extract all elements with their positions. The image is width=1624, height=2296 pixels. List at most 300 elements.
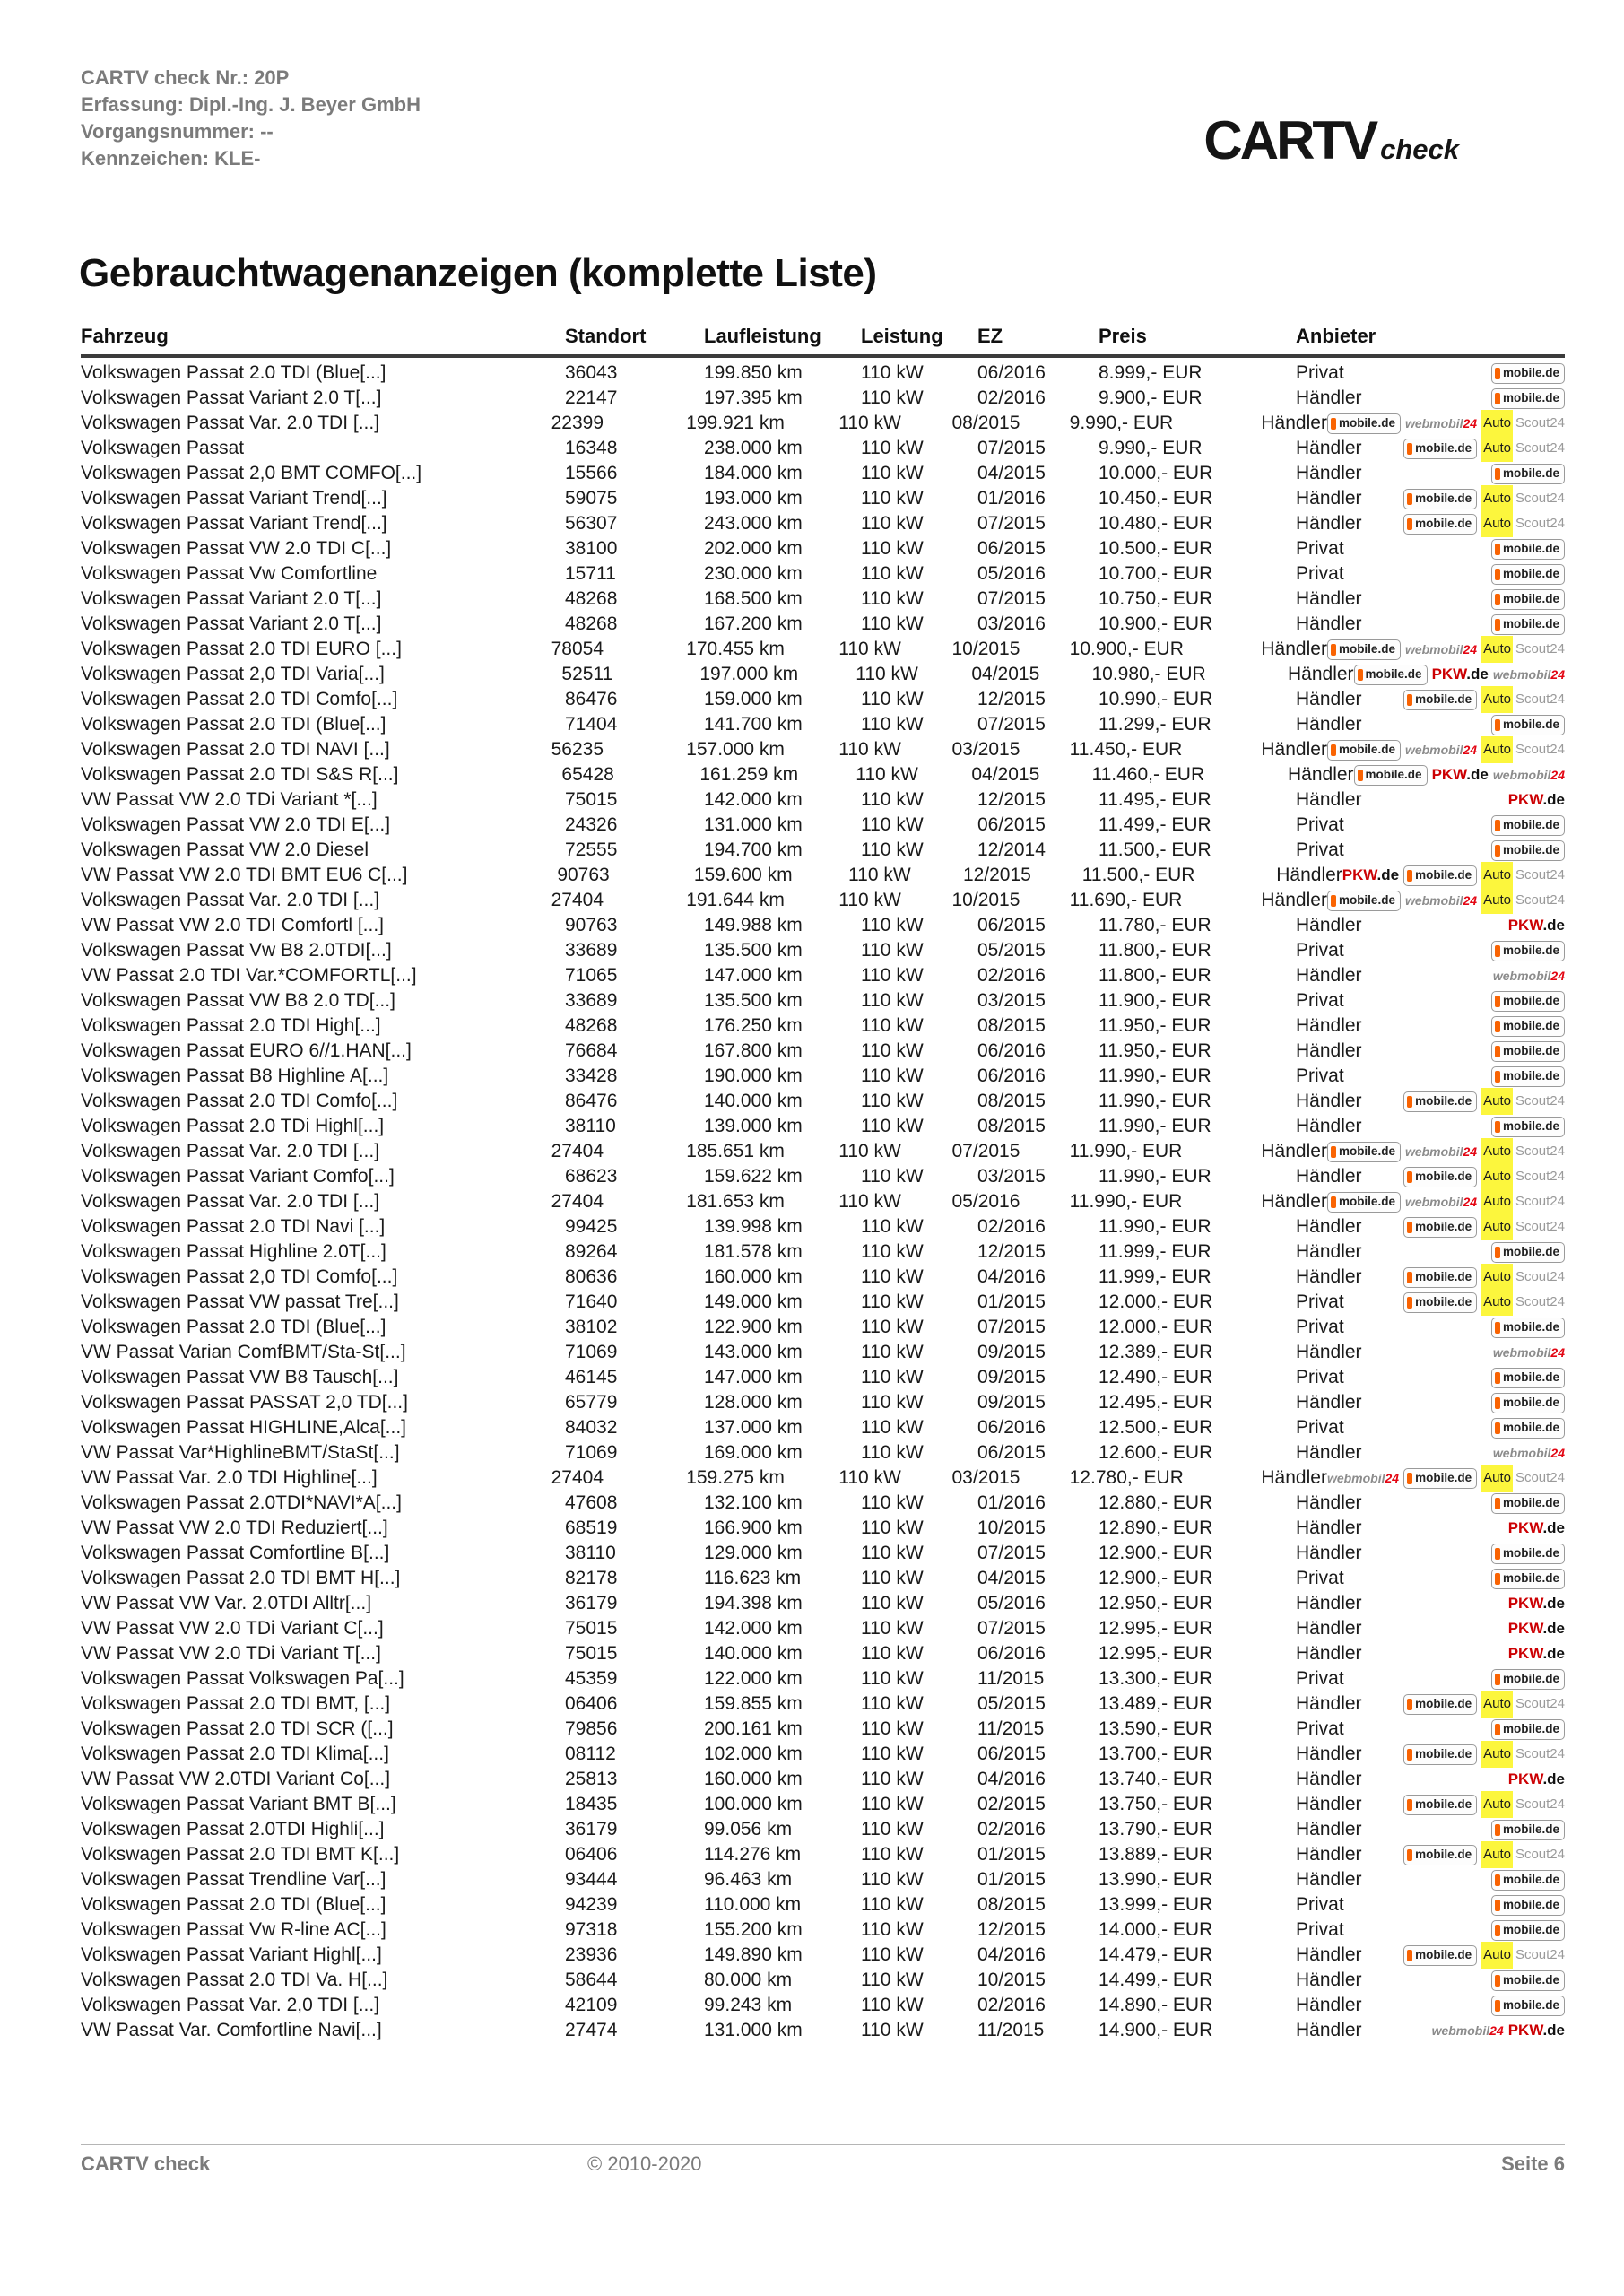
cell-anbieter: [1296, 1742, 1565, 1767]
cell-ez: 11/2015: [977, 1668, 1045, 1689]
portal-logos: [1327, 887, 1565, 914]
anbieter-type-label: Händler: [1296, 2020, 1362, 2040]
anbieter-type-label: Privat: [1296, 814, 1344, 835]
webmobil24-24-label: 24: [1463, 642, 1478, 657]
mobile-de-bracket-icon: [1495, 1071, 1500, 1083]
mobile-de-logo-label: mobile.de: [1502, 994, 1559, 1007]
anbieter-type-label: Händler: [1261, 1467, 1327, 1488]
portal-logos: [1362, 1163, 1565, 1190]
table-row: [81, 1717, 1565, 1742]
cell-ez: 07/2015: [977, 714, 1046, 735]
cell-ez: 02/2015: [977, 1794, 1046, 1814]
cell-anbieter: [1296, 1566, 1565, 1591]
cell-leistung: 110 kW: [861, 1769, 924, 1789]
webmobil24-24-label: 24: [1463, 416, 1478, 430]
cell-laufleistung: 135.500 km: [704, 940, 803, 961]
autoscout24-logo: [1481, 1841, 1565, 1868]
mobile-de-logo-label: mobile.de: [1502, 1044, 1559, 1057]
mobile-de-logo-label: mobile.de: [1338, 1195, 1395, 1208]
cell-ez: 06/2016: [977, 362, 1046, 383]
cell-ez: 10/2015: [951, 639, 1020, 659]
mobile-de-logo: [1403, 1945, 1477, 1966]
anbieter-type-label: Händler: [1276, 865, 1342, 885]
table-row: [81, 1465, 1565, 1491]
anbieter-type-label: Privat: [1296, 1568, 1344, 1588]
mobile-de-logo-label: mobile.de: [1415, 1697, 1472, 1710]
mobile-de-bracket-icon: [1495, 1824, 1500, 1836]
portal-logos: [1362, 1791, 1565, 1818]
cell-leistung: 110 kW: [861, 1618, 924, 1639]
cell-standort: 65428: [561, 764, 614, 785]
cell-fahrzeug: Volkswagen Passat B8 Highline A[...]: [81, 1065, 389, 1086]
mobile-de-bracket-icon: [1495, 1247, 1500, 1258]
webmobil24-24-label: 24: [1550, 969, 1565, 983]
cell-fahrzeug: Volkswagen Passat Variant Highl[...]: [81, 1944, 382, 1965]
cell-ez: 04/2015: [977, 1568, 1046, 1588]
cell-anbieter: [1296, 813, 1565, 838]
anbieter-type-label: Händler: [1296, 513, 1362, 534]
cell-fahrzeug: Volkswagen Passat: [81, 438, 245, 458]
cell-fahrzeug: Volkswagen Passat 2.0 TDI Klima[...]: [81, 1744, 389, 1764]
autoscout24-scout-label: Scout24: [1515, 691, 1565, 707]
mobile-de-logo-label: mobile.de: [1502, 1873, 1559, 1886]
mobile-de-logo: [1327, 1192, 1401, 1213]
mobile-de-logo: [1491, 840, 1565, 861]
cell-laufleistung: 147.000 km: [704, 1367, 803, 1387]
anbieter-type-label: Händler: [1296, 1442, 1362, 1463]
mobile-de-logo-label: mobile.de: [1502, 1571, 1559, 1585]
autoscout24-logo: [1481, 1289, 1565, 1316]
mobile-de-logo: [1491, 1996, 1565, 2016]
anbieter-type-label: Händler: [1296, 1869, 1362, 1890]
cell-anbieter: [1296, 1265, 1565, 1290]
webmobil24-logo: [1327, 1465, 1399, 1491]
anbieter-type-label: Händler: [1296, 1844, 1362, 1865]
table-row: [81, 1993, 1565, 2018]
cell-standort: 38102: [565, 1317, 618, 1337]
cell-anbieter: [1296, 1692, 1565, 1717]
cell-ez: 09/2015: [977, 1392, 1046, 1413]
cell-standort: 18435: [565, 1794, 618, 1814]
cell-preis: 10.750,- EUR: [1099, 588, 1213, 609]
autoscout24-scout-label: Scout24: [1515, 440, 1565, 456]
webmobil24-logo: [1493, 963, 1565, 988]
cell-laufleistung: 142.000 km: [704, 789, 803, 810]
autoscout24-logo: [1481, 485, 1565, 512]
cell-preis: 11.990,- EUR: [1099, 1091, 1211, 1111]
cell-preis: 11.299,- EUR: [1099, 714, 1211, 735]
table-row: [81, 863, 1565, 888]
mobile-de-bracket-icon: [1495, 1021, 1500, 1032]
cell-ez: 06/2015: [977, 814, 1046, 835]
cell-preis: 13.300,- EUR: [1099, 1668, 1213, 1689]
cell-anbieter: [1296, 612, 1565, 637]
mobile-de-logo: [1491, 1393, 1565, 1413]
mobile-de-logo: [1491, 614, 1565, 635]
cell-preis: 13.740,- EUR: [1099, 1769, 1213, 1789]
cell-anbieter: [1261, 411, 1565, 436]
autoscout24-logo: [1481, 636, 1565, 663]
anbieter-type-label: Händler: [1296, 1819, 1362, 1839]
portal-logos: [1362, 913, 1565, 938]
cell-standort: 59075: [565, 488, 618, 509]
cell-leistung: 110 kW: [861, 1417, 924, 1438]
pkw-de-pkw-label: PKW: [1507, 1645, 1543, 1662]
anbieter-type-label: Händler: [1296, 1342, 1362, 1362]
cell-standort: 06406: [565, 1693, 618, 1714]
cell-standort: 79856: [565, 1718, 618, 1739]
webmobil24-logo: [1405, 1189, 1477, 1214]
cell-fahrzeug: Volkswagen Passat 2.0 TDI S&S R[...]: [81, 764, 399, 785]
mobile-de-logo-label: mobile.de: [1502, 1019, 1559, 1032]
autoscout24-logo: [1481, 1188, 1565, 1215]
cell-ez: 02/2016: [977, 965, 1046, 986]
cell-standort: 48268: [565, 1015, 618, 1036]
cell-laufleistung: 140.000 km: [704, 1091, 803, 1111]
cell-ez: 05/2015: [977, 940, 1046, 961]
table-row: [81, 888, 1565, 913]
cell-leistung: 110 kW: [861, 1492, 924, 1513]
mobile-de-logo: [1491, 1418, 1565, 1439]
cell-standort: 76684: [565, 1040, 618, 1061]
pkw-de-logo: [1508, 2018, 1565, 2043]
mobile-de-bracket-icon: [1407, 870, 1412, 882]
cell-ez: 07/2015: [977, 513, 1046, 534]
portal-logos: [1362, 1493, 1565, 1514]
webmobil24-24-label: 24: [1463, 1195, 1478, 1209]
table-row: [81, 1415, 1565, 1440]
cell-standort: 99425: [565, 1216, 618, 1237]
cell-laufleistung: 149.890 km: [704, 1944, 803, 1965]
cell-leistung: 110 kW: [861, 1317, 924, 1337]
mobile-de-bracket-icon: [1495, 1422, 1500, 1434]
cell-laufleistung: 131.000 km: [704, 814, 803, 835]
anbieter-type-label: Händler: [1296, 1995, 1362, 2015]
cell-anbieter: [1296, 1089, 1565, 1114]
portal-logos: [1362, 715, 1565, 735]
cell-leistung: 110 kW: [861, 1819, 924, 1839]
cell-preis: 14.499,- EUR: [1099, 1970, 1213, 1990]
cell-standort: 22147: [565, 387, 618, 408]
cell-leistung: 110 kW: [861, 1794, 924, 1814]
table-row: [81, 2018, 1565, 2043]
cell-ez: 06/2016: [977, 1040, 1046, 1061]
autoscout24-scout-label: Scout24: [1515, 1294, 1565, 1309]
cell-ez: 07/2015: [951, 1141, 1020, 1161]
mobile-de-logo-label: mobile.de: [1502, 466, 1559, 480]
cell-laufleistung: 100.000 km: [704, 1794, 803, 1814]
cell-preis: 12.780,- EUR: [1069, 1467, 1184, 1488]
table-row: [81, 938, 1565, 963]
cell-preis: 10.480,- EUR: [1099, 513, 1213, 534]
cell-laufleistung: 243.000 km: [704, 513, 803, 534]
cell-standort: 56235: [551, 739, 604, 760]
cartv-logo: [1203, 109, 1459, 171]
table-row: [81, 561, 1565, 587]
mobile-de-logo-label: mobile.de: [1502, 1396, 1559, 1409]
cell-anbieter: [1296, 838, 1565, 863]
mobile-de-logo: [1491, 1970, 1565, 1991]
cell-ez: 07/2015: [977, 1543, 1046, 1563]
table-row: [81, 612, 1565, 637]
cell-standort: 27404: [551, 1467, 604, 1488]
cell-fahrzeug: Volkswagen Passat VW B8 Tausch[...]: [81, 1367, 399, 1387]
cell-leistung: 110 kW: [861, 1216, 924, 1237]
portal-logos: [1362, 388, 1565, 409]
cell-preis: 13.489,- EUR: [1099, 1693, 1213, 1714]
cell-fahrzeug: Volkswagen Passat Var. 2.0 TDI [...]: [81, 890, 380, 910]
anbieter-type-label: Händler: [1261, 639, 1327, 659]
portal-logos: [1362, 1870, 1565, 1891]
cell-preis: 10.990,- EUR: [1099, 689, 1213, 709]
cell-anbieter: [1296, 1415, 1565, 1440]
table-row: [81, 1943, 1565, 1968]
cell-anbieter: [1296, 1114, 1565, 1139]
table-row: [81, 361, 1565, 386]
portal-logos: [1362, 1591, 1565, 1616]
cell-anbieter: [1296, 1817, 1565, 1842]
webmobil24-24-label: 24: [1463, 743, 1478, 757]
report-meta-check-nr: CARTV check Nr.: 20P: [81, 66, 290, 89]
webmobil24-24-label: 24: [1550, 768, 1565, 782]
autoscout24-scout-label: Scout24: [1515, 867, 1565, 883]
autoscout24-scout-label: Scout24: [1515, 1269, 1565, 1284]
cell-preis: 12.495,- EUR: [1099, 1392, 1213, 1413]
portal-logos: [1362, 1041, 1565, 1062]
anbieter-type-label: Händler: [1261, 890, 1327, 910]
table-row: [81, 1516, 1565, 1541]
pkw-de-logo: [1432, 762, 1489, 787]
mobile-de-logo-label: mobile.de: [1502, 843, 1559, 857]
table-row: [81, 1792, 1565, 1817]
cell-standort: 15566: [565, 463, 618, 483]
cell-preis: 11.999,- EUR: [1099, 1266, 1211, 1287]
cell-laufleistung: 139.000 km: [704, 1116, 803, 1136]
autoscout24-logo: [1481, 1138, 1565, 1165]
mobile-de-logo: [1491, 1895, 1565, 1916]
pkw-de-pkw-label: PKW: [1431, 665, 1467, 683]
anbieter-type-label: Händler: [1296, 1593, 1362, 1613]
anbieter-type-label: Privat: [1296, 1668, 1344, 1689]
cell-standort: 25813: [565, 1769, 618, 1789]
cell-laufleistung: 149.000 km: [704, 1292, 803, 1312]
mobile-de-logo-label: mobile.de: [1502, 1370, 1559, 1384]
cell-leistung: 110 kW: [861, 588, 924, 609]
cell-anbieter: [1296, 1717, 1565, 1742]
webmobil24-name-label: webmobil: [1326, 1471, 1385, 1485]
autoscout24-auto-label: Auto: [1481, 736, 1513, 763]
mobile-de-bracket-icon: [1495, 1372, 1500, 1384]
mobile-de-logo: [1403, 1744, 1477, 1765]
report-meta: [81, 65, 421, 172]
cell-ez: 08/2015: [977, 1091, 1046, 1111]
table-row: [81, 1817, 1565, 1842]
cell-standort: 71069: [565, 1442, 618, 1463]
table-row: [81, 963, 1565, 988]
cell-standort: 68623: [565, 1166, 618, 1187]
mobile-de-bracket-icon: [1495, 719, 1500, 731]
cell-ez: 05/2016: [977, 563, 1046, 584]
cell-preis: 11.450,- EUR: [1069, 739, 1183, 760]
cell-ez: 09/2015: [977, 1342, 1046, 1362]
mobile-de-logo-label: mobile.de: [1502, 1320, 1559, 1334]
cell-preis: 11.500,- EUR: [1099, 839, 1211, 860]
cell-laufleistung: 137.000 km: [704, 1417, 803, 1438]
cell-fahrzeug: Volkswagen Passat Var. 2,0 TDI [...]: [81, 1995, 380, 2015]
pkw-de-logo: [1508, 1516, 1565, 1541]
cell-leistung: 110 kW: [861, 689, 924, 709]
mobile-de-logo: [1491, 815, 1565, 836]
mobile-de-logo: [1403, 865, 1477, 886]
cell-ez: 06/2015: [977, 1442, 1046, 1463]
portal-logos: [1362, 686, 1565, 713]
autoscout24-logo: [1481, 686, 1565, 713]
cell-anbieter: [1296, 1892, 1565, 1918]
cell-ez: 01/2016: [977, 1492, 1046, 1513]
portal-logos: [1362, 1016, 1565, 1037]
anbieter-type-label: Händler: [1296, 1216, 1362, 1237]
mobile-de-logo: [1491, 1318, 1565, 1338]
cell-standort: 48268: [565, 613, 618, 634]
mobile-de-logo-label: mobile.de: [1502, 1973, 1559, 1987]
mobile-de-bracket-icon: [1331, 895, 1336, 907]
cell-ez: 12/2014: [977, 839, 1046, 860]
anbieter-type-label: Händler: [1296, 1944, 1362, 1965]
table-row: [81, 1139, 1565, 1164]
cell-ez: 01/2016: [977, 488, 1046, 509]
table-row: [81, 1616, 1565, 1641]
cell-preis: 11.990,- EUR: [1069, 1191, 1183, 1212]
mobile-de-logo: [1403, 1267, 1477, 1288]
portal-logos: [1362, 1393, 1565, 1413]
anbieter-type-label: Händler: [1296, 463, 1362, 483]
cell-fahrzeug: Volkswagen Passat Vw Comfortline: [81, 563, 378, 584]
column-header-leistung: Leistung: [861, 325, 943, 347]
mobile-de-bracket-icon: [1407, 1699, 1412, 1710]
webmobil24-name-label: webmobil: [1492, 768, 1551, 782]
mobile-de-logo: [1327, 891, 1401, 911]
cell-preis: 8.999,- EUR: [1099, 362, 1203, 383]
mobile-de-bracket-icon: [1495, 1121, 1500, 1133]
cell-anbieter: [1296, 587, 1565, 612]
autoscout24-scout-label: Scout24: [1515, 1847, 1565, 1862]
webmobil24-name-label: webmobil: [1492, 1345, 1551, 1360]
table-row: [81, 486, 1565, 511]
anbieter-type-label: Händler: [1296, 613, 1362, 634]
cell-anbieter: [1261, 888, 1565, 913]
anbieter-type-label: Händler: [1296, 1166, 1362, 1187]
cell-fahrzeug: VW Passat Var. 2.0 TDI Highline[...]: [81, 1467, 378, 1488]
portal-logos: [1362, 1213, 1565, 1240]
cell-standort: 94239: [565, 1894, 618, 1915]
table-row: [81, 1164, 1565, 1189]
cell-standort: 86476: [565, 689, 618, 709]
portal-logos: [1344, 363, 1565, 384]
autoscout24-scout-label: Scout24: [1515, 1470, 1565, 1485]
table-row: [81, 536, 1565, 561]
autoscout24-scout-label: Scout24: [1515, 892, 1565, 908]
cell-standort: 36179: [565, 1819, 618, 1839]
table-row: [81, 1390, 1565, 1415]
anbieter-type-label: Händler: [1296, 789, 1362, 810]
cell-anbieter: [1296, 536, 1565, 561]
mobile-de-logo: [1491, 388, 1565, 409]
cell-leistung: 110 kW: [861, 488, 924, 509]
table-row: [81, 1039, 1565, 1064]
cell-laufleistung: 135.500 km: [704, 990, 803, 1011]
cell-laufleistung: 143.000 km: [704, 1342, 803, 1362]
cell-preis: 12.900,- EUR: [1099, 1543, 1213, 1563]
autoscout24-auto-label: Auto: [1481, 1088, 1513, 1115]
cell-leistung: 110 kW: [861, 1593, 924, 1613]
cell-leistung: 110 kW: [861, 1241, 924, 1262]
cell-leistung: 110 kW: [861, 1015, 924, 1036]
cell-standort: 89264: [565, 1241, 618, 1262]
cell-leistung: 110 kW: [861, 714, 924, 735]
cell-leistung: 110 kW: [861, 463, 924, 483]
cell-ez: 02/2016: [977, 1216, 1046, 1237]
cell-preis: 14.890,- EUR: [1099, 1995, 1213, 2015]
mobile-de-logo: [1327, 740, 1401, 761]
mobile-de-bracket-icon: [1495, 1975, 1500, 1987]
anbieter-type-label: Händler: [1296, 1769, 1362, 1789]
autoscout24-logo: [1481, 1264, 1565, 1291]
pkw-de-pkw-label: PKW: [1431, 766, 1467, 783]
cell-standort: 56307: [565, 513, 618, 534]
anbieter-type-label: Privat: [1296, 1894, 1344, 1915]
cell-fahrzeug: Volkswagen Passat VW B8 2.0 TD[...]: [81, 990, 395, 1011]
cell-fahrzeug: Volkswagen Passat Vw B8 2.0TDI[...]: [81, 940, 392, 961]
cell-anbieter: [1296, 1390, 1565, 1415]
portal-logos: [1344, 1569, 1565, 1589]
cell-ez: 03/2015: [951, 739, 1020, 760]
cell-anbieter: [1296, 1315, 1565, 1340]
cell-fahrzeug: Volkswagen Passat 2.0 TDI (Blue[...]: [81, 362, 386, 383]
autoscout24-scout-label: Scout24: [1515, 1144, 1565, 1159]
autoscout24-logo: [1481, 435, 1565, 462]
cell-laufleistung: 169.000 km: [704, 1442, 803, 1463]
cell-anbieter: [1296, 963, 1565, 988]
cell-preis: 11.495,- EUR: [1099, 789, 1211, 810]
anbieter-type-label: Händler: [1296, 1518, 1362, 1538]
cell-anbieter: [1296, 1968, 1565, 1993]
cell-leistung: 110 kW: [861, 613, 924, 634]
cell-standort: 22399: [551, 413, 604, 433]
cell-fahrzeug: VW Passat VW 2.0 TDi Variant T[...]: [81, 1643, 381, 1664]
pkw-de-pkw-label: PKW: [1507, 1519, 1543, 1536]
cell-leistung: 110 kW: [838, 1191, 901, 1212]
cell-leistung: 110 kW: [861, 1718, 924, 1739]
cell-ez: 06/2016: [977, 1417, 1046, 1438]
cell-anbieter: [1296, 1842, 1565, 1867]
mobile-de-logo: [1403, 1468, 1477, 1489]
cell-leistung: 110 kW: [861, 789, 924, 810]
mobile-de-bracket-icon: [1407, 1849, 1412, 1861]
cell-ez: 07/2015: [977, 1317, 1046, 1337]
mobile-de-bracket-icon: [1495, 1397, 1500, 1409]
cell-fahrzeug: VW Passat 2.0 TDI Var.*COMFORTL[...]: [81, 965, 417, 986]
cell-preis: 11.950,- EUR: [1099, 1040, 1211, 1061]
cell-anbieter: [1296, 687, 1565, 712]
autoscout24-logo: [1481, 510, 1565, 537]
cell-standort: 71065: [565, 965, 618, 986]
cell-leistung: 110 kW: [861, 1643, 924, 1664]
cell-standort: 71069: [565, 1342, 618, 1362]
autoscout24-auto-label: Auto: [1481, 510, 1513, 537]
cell-anbieter: [1261, 737, 1565, 762]
cell-ez: 11/2015: [977, 2020, 1045, 2040]
cell-leistung: 110 kW: [861, 1693, 924, 1714]
